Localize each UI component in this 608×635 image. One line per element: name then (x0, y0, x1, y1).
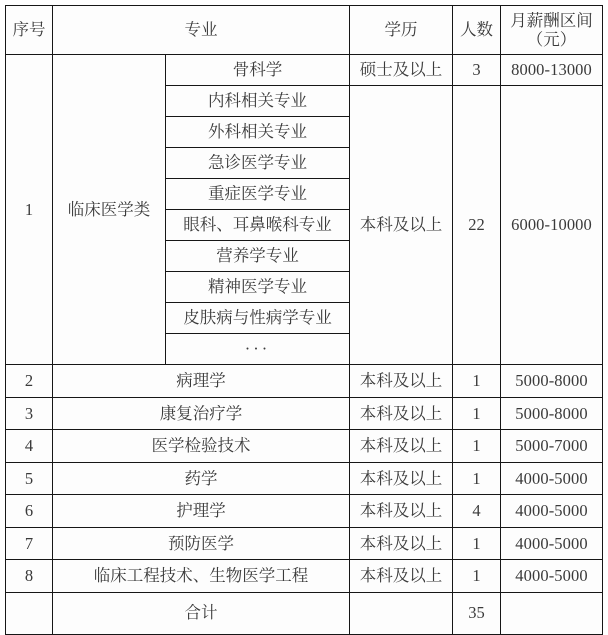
table-header-row (6, 6, 603, 55)
cell-count-row-4: 4 (453, 495, 501, 528)
cell-education-row-1: 本科及以上 (350, 397, 453, 430)
cell-seq-row-6: 8 (6, 560, 53, 593)
cell-major-sub-4: 重症医学专业 (166, 179, 350, 210)
cell-count-row-1: 1 (453, 397, 501, 430)
cell-total-salary (501, 592, 603, 634)
cell-seq-group1: 1 (6, 55, 53, 365)
cell-education-row-5: 本科及以上 (350, 527, 453, 560)
header-cell-count: 人数 (453, 6, 501, 55)
header-cell-education: 学历 (350, 6, 453, 55)
cell-education-row-4: 本科及以上 (350, 495, 453, 528)
table-row (6, 495, 603, 528)
cell-education-row-6: 本科及以上 (350, 560, 453, 593)
header-salary-line2: （元） (526, 30, 577, 49)
cell-major-row-2: 医学检验技术 (53, 430, 350, 463)
recruitment-table (5, 5, 603, 635)
cell-salary-group1: 6000-10000 (501, 86, 603, 365)
cell-major-sub-8: 皮肤病与性病学专业 (166, 303, 350, 334)
cell-education-row-2: 本科及以上 (350, 430, 453, 463)
cell-total-label: 合计 (53, 592, 350, 634)
cell-major-sub-ellipsis: ··· (166, 334, 350, 365)
cell-seq-row-2: 4 (6, 430, 53, 463)
cell-total-education (350, 592, 453, 634)
cell-major-sub-6: 营养学专业 (166, 241, 350, 272)
cell-salary-row-0: 5000-8000 (501, 365, 603, 398)
cell-category-group1: 临床医学类 (53, 55, 166, 365)
cell-seq-row-0: 2 (6, 365, 53, 398)
header-cell-major: 专业 (53, 6, 350, 55)
table-row (6, 397, 603, 430)
header-cell-salary (501, 6, 603, 55)
table-row (6, 527, 603, 560)
cell-major-sub-3: 急诊医学专业 (166, 148, 350, 179)
cell-salary-row-4: 4000-5000 (501, 495, 603, 528)
table-row (6, 462, 603, 495)
cell-salary-row-2: 5000-7000 (501, 430, 603, 463)
cell-major-row-1: 康复治疗学 (53, 397, 350, 430)
cell-salary-row-5: 4000-5000 (501, 527, 603, 560)
cell-count-row-6: 1 (453, 560, 501, 593)
header-salary-line1: 月薪酬区间 (510, 10, 593, 30)
cell-major-row-4: 护理学 (53, 495, 350, 528)
cell-seq-row-4: 6 (6, 495, 53, 528)
cell-salary-sub-0: 8000-13000 (501, 55, 603, 86)
cell-major-sub-1: 内科相关专业 (166, 86, 350, 117)
cell-education-row-0: 本科及以上 (350, 365, 453, 398)
cell-education-sub-0: 硕士及以上 (350, 55, 453, 86)
cell-salary-row-3: 4000-5000 (501, 462, 603, 495)
cell-total-seq (6, 592, 53, 634)
table-row (6, 365, 603, 398)
cell-count-row-5: 1 (453, 527, 501, 560)
table-row (6, 55, 603, 86)
table-row (6, 560, 603, 593)
cell-seq-row-5: 7 (6, 527, 53, 560)
cell-seq-row-3: 5 (6, 462, 53, 495)
cell-education-row-3: 本科及以上 (350, 462, 453, 495)
cell-major-row-0: 病理学 (53, 365, 350, 398)
cell-salary-row-6: 4000-5000 (501, 560, 603, 593)
table-row (6, 430, 603, 463)
cell-education-group1-bachelor: 本科及以上 (350, 86, 453, 365)
cell-major-row-6: 临床工程技术、生物医学工程 (53, 560, 350, 593)
cell-count-row-2: 1 (453, 430, 501, 463)
cell-major-sub-0: 骨科学 (166, 55, 350, 86)
cell-count-sub-0: 3 (453, 55, 501, 86)
recruitment-table-container (5, 5, 602, 627)
cell-total-count: 35 (453, 592, 501, 634)
cell-major-sub-5: 眼科、耳鼻喉科专业 (166, 210, 350, 241)
cell-count-row-3: 1 (453, 462, 501, 495)
cell-salary-row-1: 5000-8000 (501, 397, 603, 430)
cell-seq-row-1: 3 (6, 397, 53, 430)
cell-count-row-0: 1 (453, 365, 501, 398)
cell-major-row-5: 预防医学 (53, 527, 350, 560)
cell-major-sub-7: 精神医学专业 (166, 272, 350, 303)
header-cell-seq: 序号 (6, 6, 53, 55)
cell-major-row-3: 药学 (53, 462, 350, 495)
table-total-row (6, 592, 603, 634)
cell-major-sub-2: 外科相关专业 (166, 117, 350, 148)
cell-count-group1: 22 (453, 86, 501, 365)
